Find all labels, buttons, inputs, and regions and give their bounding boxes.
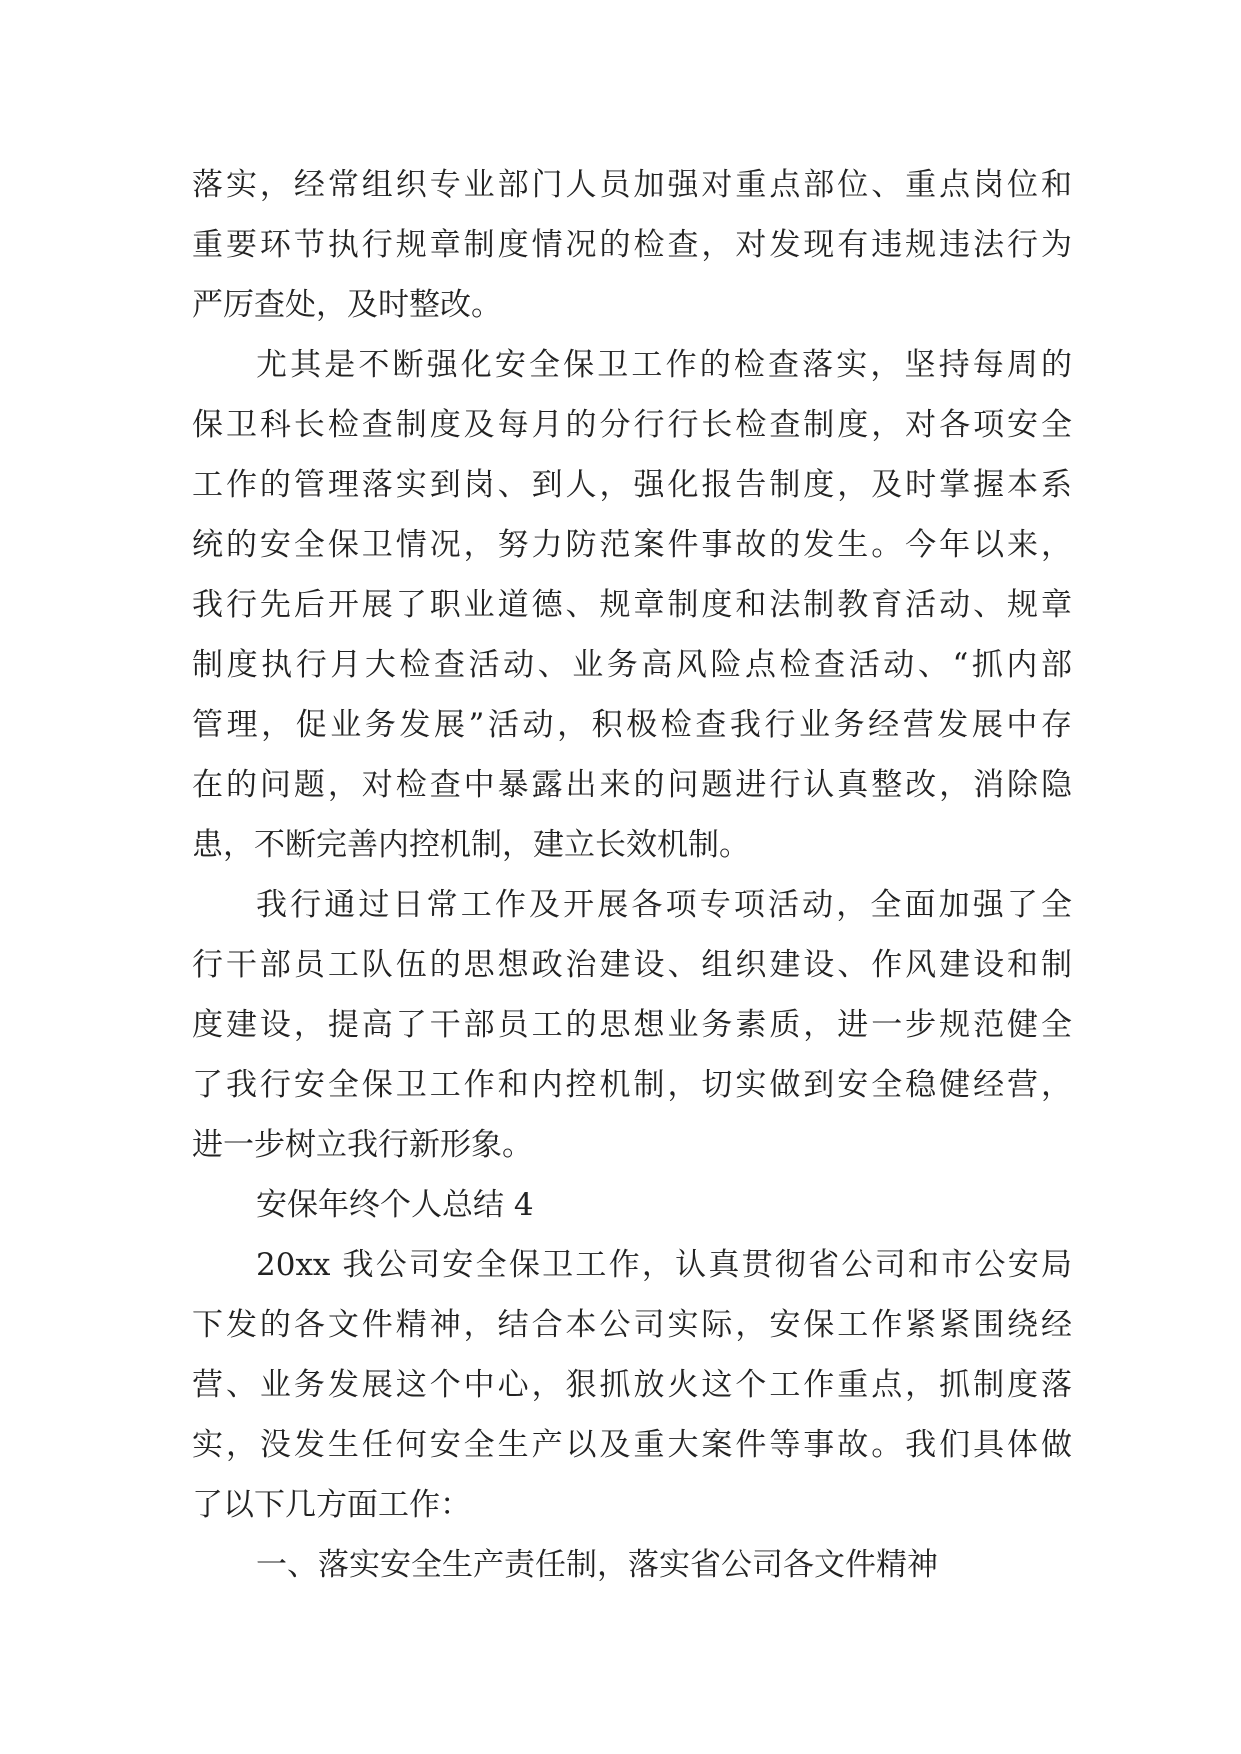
paragraph-3-line-2: 行干部员工队伍的思想政治建设、组织建设、作风建设和制 bbox=[192, 947, 1072, 983]
paragraph-2-line-5: 我行先后开展了职业道德、规章制度和法制教育活动、规章 bbox=[192, 587, 1072, 623]
paragraph-2-line-8: 在的问题，对检查中暴露出来的问题进行认真整改，消除隐 bbox=[192, 767, 1072, 803]
paragraph-3-line-1: 我行通过日常工作及开展各项专项活动，全面加强了全 bbox=[256, 887, 1072, 923]
paragraph-4-line-2: 下发的各文件精神，结合本公司实际，安保工作紧紧围绕经 bbox=[192, 1307, 1072, 1343]
paragraph-4-line-4: 实，没发生任何安全生产以及重大案件等事故。我们具体做 bbox=[192, 1427, 1072, 1463]
paragraph-4-line-3: 营、业务发展这个中心，狠抓放火这个工作重点，抓制度落 bbox=[192, 1367, 1072, 1403]
paragraph-1-line-3: 严厉查处，及时整改。 bbox=[192, 287, 502, 323]
paragraph-1-line-1: 落实，经常组织专业部门人员加强对重点部位、重点岗位和 bbox=[192, 167, 1072, 203]
paragraph-2-line-2: 保卫科长检查制度及每月的分行行长检查制度，对各项安全 bbox=[192, 407, 1072, 443]
paragraph-3-line-4: 了我行安全保卫工作和内控机制，切实做到安全稳健经营， bbox=[192, 1067, 1072, 1103]
paragraph-2-line-7: 管理，促业务发展”活动，积极检查我行业务经营发展中存 bbox=[192, 707, 1072, 743]
paragraph-3-line-5: 进一步树立我行新形象。 bbox=[192, 1127, 533, 1163]
paragraph-2-line-9: 患，不断完善内控机制，建立长效机制。 bbox=[192, 827, 750, 863]
paragraph-1-line-2: 重要环节执行规章制度情况的检查，对发现有违规违法行为 bbox=[192, 227, 1072, 263]
paragraph-2-line-1: 尤其是不断强化安全保卫工作的检查落实，坚持每周的 bbox=[256, 347, 1072, 383]
paragraph-2-line-4: 统的安全保卫情况，努力防范案件事故的发生。今年以来， bbox=[192, 527, 1072, 563]
subsection-heading: 一、落实安全生产责任制，落实省公司各文件精神 bbox=[256, 1547, 938, 1583]
paragraph-4-line-5: 了以下几方面工作： bbox=[192, 1487, 471, 1523]
paragraph-3-line-3: 度建设，提高了干部员工的思想业务素质，进一步规范健全 bbox=[192, 1007, 1072, 1043]
section-heading: 安保年终个人总结 4 bbox=[256, 1187, 534, 1223]
paragraph-4-line-1: 20xx 我公司安全保卫工作，认真贯彻省公司和市公安局 bbox=[256, 1247, 1072, 1283]
paragraph-2-line-6: 制度执行月大检查活动、业务高风险点检查活动、“抓内部 bbox=[192, 647, 1072, 683]
paragraph-2-line-3: 工作的管理落实到岗、到人，强化报告制度，及时掌握本系 bbox=[192, 467, 1072, 503]
